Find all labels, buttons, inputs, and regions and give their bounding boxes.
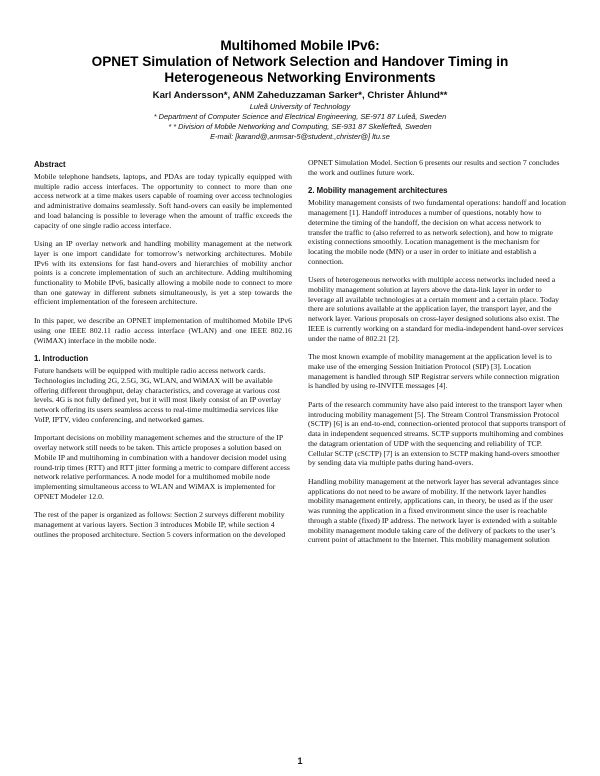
abstract-paragraph-3: In this paper, we describe an OPNET implementation of multihomed Mobile IPv6 using one IEEE 802.11 radio access interface (WLAN) and one IEEE 802.16 (WiMAX) interface in the mobile node. [34,316,292,345]
page-number: 1 [297,756,303,766]
introduction-paragraph-2: Important decisions on mobility management schemes and the structure of the IP overlay network still needs to be taken. This article proposes a solution based on Mobile IP and multihoming in combination with a handover decision model using round-trip times (RTT) and RTT jitter forming a metric to compare different access network relative performances. A node model for a multihomed mobile node implementing simultaneous access to WLAN and WiMAX is implemented for OPNET Modeler 12.0. [34,433,290,501]
mobility-paragraph-5: Handling mobility management at the network layer has several advantages since applications do not need to be aware of mobility. If the network layer handles mobility management entirely, applications can, in theory, be used as if the user was running the application in a fixed environment since the user is reachable through a stable (fixed) IP address. The network layer is extended with a suitable mobility management module taking care of the delivery of packets to the user’s current point of attachment to the Internet. This mobility management solution [308,476,559,545]
title-line-1: Multihomed Mobile IPv6: [220,38,380,53]
title-line-3: Heterogeneous Networking Environments [164,70,436,85]
body-columns [34,158,566,554]
mobility-paragraph-4: Parts of the research community have also paid interest to the transport layer when introducing mobility management [5]. The Stream Control Transmission Protocol (SCTP) [6] is an end-to-end, connection-oriented protocol that supports transport of data in independent sequenced streams. SCTP supports multihoming and combines the datagram orientation of UDP with the sequencing and reliability of TCP. Cellular SCTP (cSCTP) [7] is an extension to SCTP making hand-overs smoother by sending data via multiple paths during hand-overs. [308,400,566,468]
title-line-2: OPNET Simulation of Network Selection and Handover Timing in [91,54,509,69]
author-emails: E-mail: [karand@,anmsar-5@student.,christer@] ltu.se [210,132,390,141]
introduction-paragraph-3: The rest of the paper is organized as follows: Section 2 surveys different mobility management at various layers. Section 3 introduces Mobile IP, while section 4 outlines the proposed architecture. Section 5 covers information on the developed [34,510,286,539]
introduction-heading: 1. Introduction [34,354,89,364]
abstract-paragraph-1: Mobile telephone handsets, laptops, and PDAs are today typically equipped with multiple radio access interfaces. The opportunity to connect to more than one access network at a time makes users capable of roaming over access technologies and administrative domains seamlessly. Soft hand-overs can easily be implemented and load balancing is possible to leverage when the amount of traffic exceeds the capacity of one single radio access interface. [34,172,292,230]
abstract-paragraph-2: Using an IP overlay network and handling mobility management at the network layer is one import candidate for tomorrow’s networking architectures. Mobile IPv6 with its extensions for fast hand-overs and hierarchies of mobility anchor points is a concrete implementation of such an architecture. Adding multihoming functionality to Mobile IPv6, basically allowing a mobile node to connect to more than one gateway in different subnets simultaneously, is yet a step towards the efficient implementation of the foreseen architecture. [34,239,292,307]
mobility-management-heading: 2. Mobility management architectures [308,186,448,196]
abstract-heading: Abstract [34,160,66,169]
mobility-paragraph-3: The most known example of mobility management at the application level is to make use of the emerging Session Initiation Protocol (SIP) [3]. Location management is handled through SIP Registrar servers while connection migration is handled by using re-INVITE messages [4]. [308,352,560,391]
mobility-paragraph-1: Mobility management consists of two fundamental operations: handoff and location management [1]. Handoff introduces a number of questions, notably how to determine the timing of the handoff, the decision on what access network to transfer the traffic to (also referred to as network selection), and how to migrate existing connections smoothly. Location management is the mechanism for locating the mobile node (MN) or a user in order to initiate and establish a connection. [308,198,566,266]
left-column [34,158,292,554]
right-column [308,158,566,554]
continued-paragraph: OPNET Simulation Model. Section 6 presents our results and section 7 concludes the work and outlines future work. [308,158,560,177]
paper-header [34,38,566,142]
affiliation-department-2: * * Division of Mobile Networking and Computing, SE-931 87 Skellefteå, Sweden [168,122,432,131]
authors: Karl Andersson*, ANM Zaheduzzaman Sarker*, Christer Åhlund** [152,90,448,101]
mobility-paragraph-2: Users of heterogeneous networks with multiple access networks included need a mobility management solution at layers above the data-link layer in order to leverage all available technologies at a certain moment and a certain place. Today there are solutions available at the application layer, the transport layer, and the network layer. Various proposals on cross-layer designed solutions also exist. The IEEE is currently working on a standard for media-independent hand-over services under the name of 802.21 [2]. [308,275,564,343]
affiliation-university: Luleå University of Technology [249,102,351,111]
affiliation-department-1: * Department of Computer Science and Electrical Engineering, SE-971 87 Luleå, Sweden [153,112,447,121]
introduction-paragraph-1: Future handsets will be equipped with multiple radio access network cards. Technologies including 2G, 2.5G, 3G, WLAN, and WiMAX will be available offering different throughput, delay characteristics, and coverage at various cost levels. 4G is not fully defined yet, but it will most likely consist of an IP overlay network offering its users seamless access to real-time multimedia services like VoIP, IPTV, video conferencing, and networked games. [34,366,281,424]
